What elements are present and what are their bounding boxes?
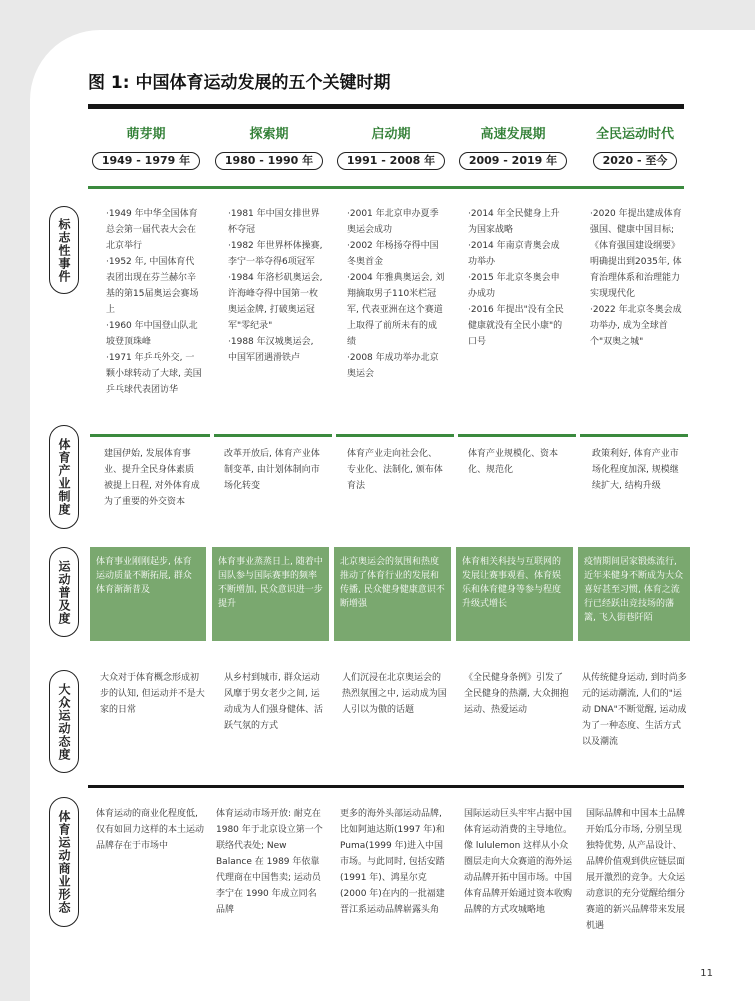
commerce-cell: 国际运动巨头牢牢占据中国体育运动消费的主导地位。像 lululemon 这样从小众圈层走向大众赛道的海外运动品牌开拓中国市场。中国体育品牌开始通过资本收购品牌的方式攻城略地 <box>464 809 572 915</box>
event-cell: ·2001 年北京申办夏季奥运会成功 ·2002 年杨扬夺得中国冬奥首金 ·2004 年雅典奥运会, 刘翔摘取男子110米栏冠军, 代表亚洲在这个赛道上取得了前所未有的成绩 ·2008 年成功举办北京奥运会 <box>347 209 445 379</box>
row-label-commerce: 体育运动商业形态 <box>49 797 79 927</box>
phase-name: 启动期 <box>371 127 411 142</box>
commerce-cell: 更多的海外头部运动品牌, 比如阿迪达斯(1997 年)和 Puma(1999 年)进入中国市场。与此同时, 包括安踏(1991 年)、鸿星尔克(2000 年)在内的一批福建晋江系运动品牌崭露头角 <box>340 809 445 915</box>
industry-cell: 体育产业规模化、资本化、规范化 <box>468 449 559 475</box>
section-rule <box>88 785 684 788</box>
industry-cell: 政策利好, 体育产业市场化程度加深, 规模继续扩大, 结构升级 <box>592 449 679 491</box>
event-cell: ·1981 年中国女排世界杯夺冠 ·1982 年世界杯体操赛, 李宁一举夺得6项冠军 ·1984 年洛杉矶奥运会, 许海峰夺得中国第一枚奥运金牌, 打破奥运冠军"零纪录" ·1988 年汉城奥运会, 中国军团遇滑铁卢 <box>228 209 323 363</box>
figure-title: 图 1: 中国体育运动发展的五个关键时期 <box>88 73 391 93</box>
popularity-cell: 体育事业蒸蒸日上, 随着中国队参与国际赛事的频率不断增加, 民众意识进一步提升 <box>212 547 329 641</box>
cell-divider <box>90 434 210 437</box>
popularity-cell: 北京奥运会的氛围和热度推动了体育行业的发展和传播, 民众健身健康意识不断增强 <box>334 547 451 641</box>
phase-years: 2020 - 至今 <box>593 152 678 170</box>
attitude-cell: 人们沉浸在北京奥运会的热烈氛围之中, 运动成为国人引以为傲的话题 <box>342 673 447 715</box>
event-cell: ·1949 年中华全国体育总会第一届代表大会在北京举行 ·1952 年, 中国体育代表团出现在芬兰赫尔辛基的第15届奥运会赛场上 ·1960 年中国登山队北坡登顶珠峰 ·1971 年乒乓外交, 一颗小球转动了大球, 美国乒乓球代表团访华 <box>106 209 202 395</box>
popularity-cell: 体育事业刚刚起步, 体育运动质量不断拓展, 群众体育渐渐普及 <box>90 547 206 641</box>
phase-years: 1991 - 2008 年 <box>337 152 445 170</box>
popularity-cell: 体育相关科技与互联网的发展让赛事观看、体育娱乐和体育健身等参与程度升级式增长 <box>456 547 573 641</box>
phase-3 <box>332 124 450 170</box>
cell-divider <box>580 434 688 437</box>
industry-cell: 建国伊始, 发展体育事业、提升全民身体素质被提上日程, 对外体育成为了重要的外交资本 <box>104 449 200 507</box>
row-label-industry: 体育产业制度 <box>49 425 79 529</box>
phase-2 <box>209 124 329 170</box>
cell-divider <box>458 434 576 437</box>
phase-years: 1949 - 1979 年 <box>92 152 200 170</box>
cell-divider <box>336 434 454 437</box>
phase-years: 2009 - 2019 年 <box>459 152 567 170</box>
attitude-cell: 从传统健身运动, 到时尚多元的运动潮流, 人们的"运动 DNA"不断觉醒, 运动成为了一种态度、生活方式以及潮流 <box>582 673 687 747</box>
row-label-events: 标志性事件 <box>49 206 79 294</box>
attitude-cell: 《全民健身条例》引发了全民健身的热潮, 大众拥抱运动、热爱运动 <box>464 673 569 715</box>
phase-name: 全民运动时代 <box>595 127 674 142</box>
commerce-cell: 体育运动的商业化程度低, 仅有如回力这样的本土运动品牌存在于市场中 <box>96 809 204 851</box>
event-cell: ·2020 年提出建成体育强国、健康中国目标; 《体育强国建设纲要》明确提出到2035年, 体育治理体系和治理能力实现现代化 ·2022 年北京冬奥会成功举办, 成为全球首个"双奥之城" <box>590 209 682 347</box>
phase-name: 萌芽期 <box>126 127 166 142</box>
header-rule <box>88 104 684 109</box>
row-label-attitude: 大众运动态度 <box>49 670 79 773</box>
industry-cell: 体育产业走向社会化、专业化、法制化, 颁布体育法 <box>347 449 443 491</box>
phase-4 <box>453 124 573 170</box>
event-cell: ·2014 年全民健身上升为国家战略 ·2014 年南京青奥会成功举办 ·2015 年北京冬奥会申办成功 ·2016 年提出"没有全民健康就没有全民小康"的口号 <box>468 209 564 347</box>
phase-name: 探索期 <box>249 127 289 142</box>
industry-cell: 改革开放后, 体育产业体制变革, 由计划体制向市场化转变 <box>224 449 320 491</box>
phase-years: 1980 - 1990 年 <box>215 152 323 170</box>
attitude-cell: 大众对于体育概念形成初步的认知, 但运动并不是大家的日常 <box>100 673 205 715</box>
phase-1 <box>88 124 204 170</box>
phase-name: 高速发展期 <box>480 127 546 142</box>
commerce-cell: 国际品牌和中国本土品牌开始瓜分市场, 分别呈现独特优势, 从产品设计、品牌价值观到供应链层面展开激烈的竞争。大众运动意识的充分觉醒给细分赛道的新兴品牌带来发展机遇 <box>586 809 686 931</box>
page-number: 11 <box>700 968 713 979</box>
popularity-cell: 疫情期间居家锻炼流行, 近年来健身不断成为大众喜好甚至习惯, 体育之流行已经跃出竞技场的藩篱, 飞入街巷阡陌 <box>578 547 690 641</box>
commerce-cell: 体育运动市场开放: 耐克在 1980 年于北京设立第一个联络代表处; New Balance 在 1989 年依靠代理商在中国售卖; 运动员李宁在 1990 年成立同名品牌 <box>216 809 323 915</box>
attitude-cell: 从乡村到城市, 群众运动风靡于男女老少之间, 运动成为人们强身健体、活跃气氛的方式 <box>224 673 324 731</box>
phase-rule <box>88 186 684 189</box>
phase-5 <box>576 124 694 170</box>
cell-divider <box>214 434 332 437</box>
row-label-popularity: 运动普及度 <box>49 547 79 637</box>
